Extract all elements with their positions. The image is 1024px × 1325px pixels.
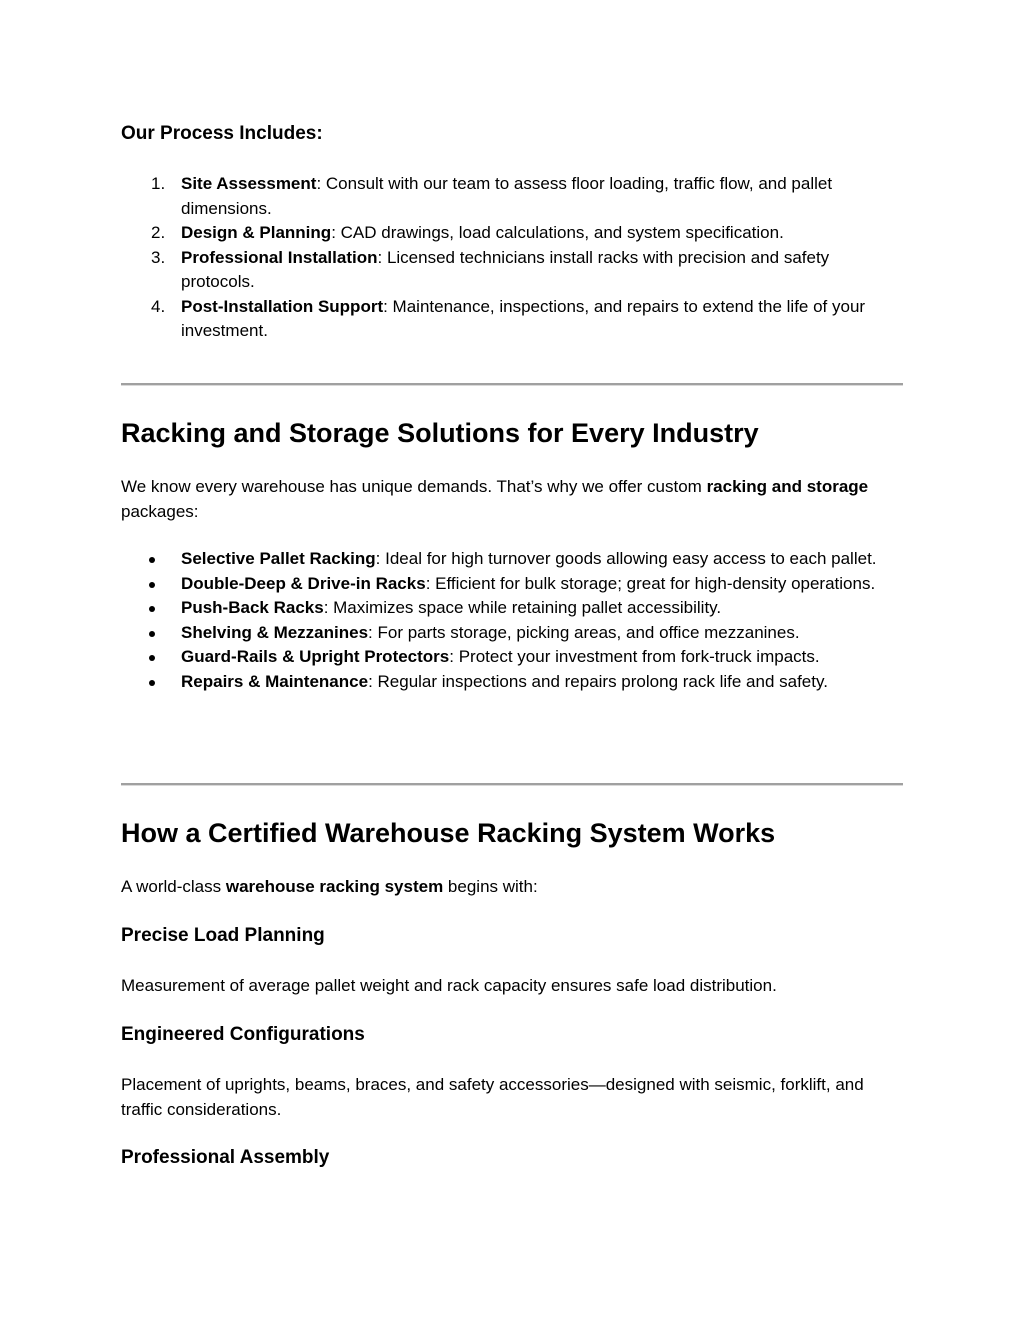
solution-text: : Efficient for bulk storage; great for high-density operations. bbox=[425, 573, 876, 593]
step-title: Design & Planning bbox=[181, 223, 332, 242]
step-text: : CAD drawings, load calculations, and system specification. bbox=[331, 223, 784, 242]
process-step bbox=[121, 172, 891, 221]
step-text: : Licensed technicians install racks with precision and safety protocols. bbox=[181, 247, 830, 291]
solution-text: : Maximizes space while retaining pallet accessibility. bbox=[323, 598, 722, 617]
subsection-text: Measurement of average pallet weight and rack capacity ensures safe load distribution. bbox=[121, 976, 777, 995]
process-step bbox=[121, 246, 891, 295]
step-number: 2. bbox=[151, 223, 166, 242]
solutions-list bbox=[121, 547, 891, 694]
system-intro-text bbox=[121, 875, 891, 900]
solution-text: : For parts storage, picking areas, and office mezzanines. bbox=[368, 622, 800, 642]
solution-text: : Regular inspections and repairs prolong rack life and safety. bbox=[368, 671, 828, 691]
intro-text-end: packages: bbox=[121, 501, 199, 521]
solution-item bbox=[121, 670, 891, 695]
system-intro bbox=[121, 875, 891, 900]
subsection-body-configurations bbox=[121, 1073, 891, 1122]
step-title: Professional Installation bbox=[181, 247, 378, 267]
solution-item bbox=[121, 596, 891, 621]
process-list-block bbox=[121, 172, 891, 344]
subsection-body-load-planning bbox=[121, 974, 891, 999]
bullet-icon bbox=[149, 631, 155, 637]
solution-title: Double-Deep & Drive-in Racks bbox=[181, 573, 426, 593]
solution-item bbox=[121, 621, 891, 646]
solution-title: Repairs & Maintenance bbox=[181, 671, 369, 691]
step-title: Site Assessment bbox=[181, 174, 317, 193]
solutions-heading: Racking and Storage Solutions for Every Industry bbox=[121, 418, 759, 448]
section-divider bbox=[121, 783, 903, 786]
solutions-list-block bbox=[121, 547, 891, 694]
solution-text: : Ideal for high turnover goods allowing easy access to each pallet. bbox=[375, 549, 877, 568]
process-step bbox=[121, 221, 891, 246]
bullet-icon bbox=[149, 557, 155, 563]
subsection-heading-assembly: Professional Assembly bbox=[121, 1147, 330, 1168]
solution-title: Guard-Rails & Upright Protectors bbox=[181, 647, 450, 666]
system-heading: How a Certified Warehouse Racking System Works bbox=[121, 818, 776, 848]
process-step bbox=[121, 295, 891, 344]
step-number: 1. bbox=[151, 174, 166, 193]
subsection-heading-load-planning: Precise Load Planning bbox=[121, 925, 325, 946]
process-heading: Our Process Includes: bbox=[121, 123, 323, 144]
intro-text-start: A world-class bbox=[121, 877, 226, 896]
step-text: : Consult with our team to assess floor loading, traffic flow, and pallet dimensions. bbox=[181, 174, 833, 218]
step-title: Post-Installation Support bbox=[181, 296, 384, 316]
intro-text-bold: warehouse racking system bbox=[225, 877, 444, 896]
solutions-intro bbox=[121, 475, 891, 524]
subsection-heading-configurations: Engineered Configurations bbox=[121, 1024, 365, 1045]
step-number: 4. bbox=[151, 296, 166, 316]
solution-item bbox=[121, 645, 891, 670]
step-text: : Maintenance, inspections, and repairs to extend the life of your investment. bbox=[181, 296, 866, 340]
solution-item bbox=[121, 547, 891, 572]
bullet-icon bbox=[149, 680, 155, 686]
subsection-text: Placement of uprights, beams, braces, and safety accessories—designed with seismic, forklift, and traffic considerations. bbox=[121, 1075, 864, 1119]
solution-text: : Protect your investment from fork-truck impacts. bbox=[449, 647, 820, 666]
intro-text-end: begins with: bbox=[443, 877, 538, 896]
intro-text-bold: racking and storage bbox=[706, 477, 869, 496]
bullet-icon bbox=[149, 606, 155, 612]
section-divider bbox=[121, 383, 903, 386]
intro-text-start: We know every warehouse has unique demands. That’s why we offer custom bbox=[121, 477, 707, 496]
solutions-intro-text bbox=[121, 475, 891, 524]
solution-title: Shelving & Mezzanines bbox=[181, 622, 369, 642]
bullet-icon bbox=[149, 582, 155, 588]
process-steps-list bbox=[121, 172, 891, 344]
solution-title: Push-Back Racks bbox=[181, 598, 324, 617]
step-number: 3. bbox=[151, 247, 166, 267]
bullet-icon bbox=[149, 655, 155, 661]
solution-title: Selective Pallet Racking bbox=[181, 549, 376, 568]
solution-item bbox=[121, 572, 891, 597]
